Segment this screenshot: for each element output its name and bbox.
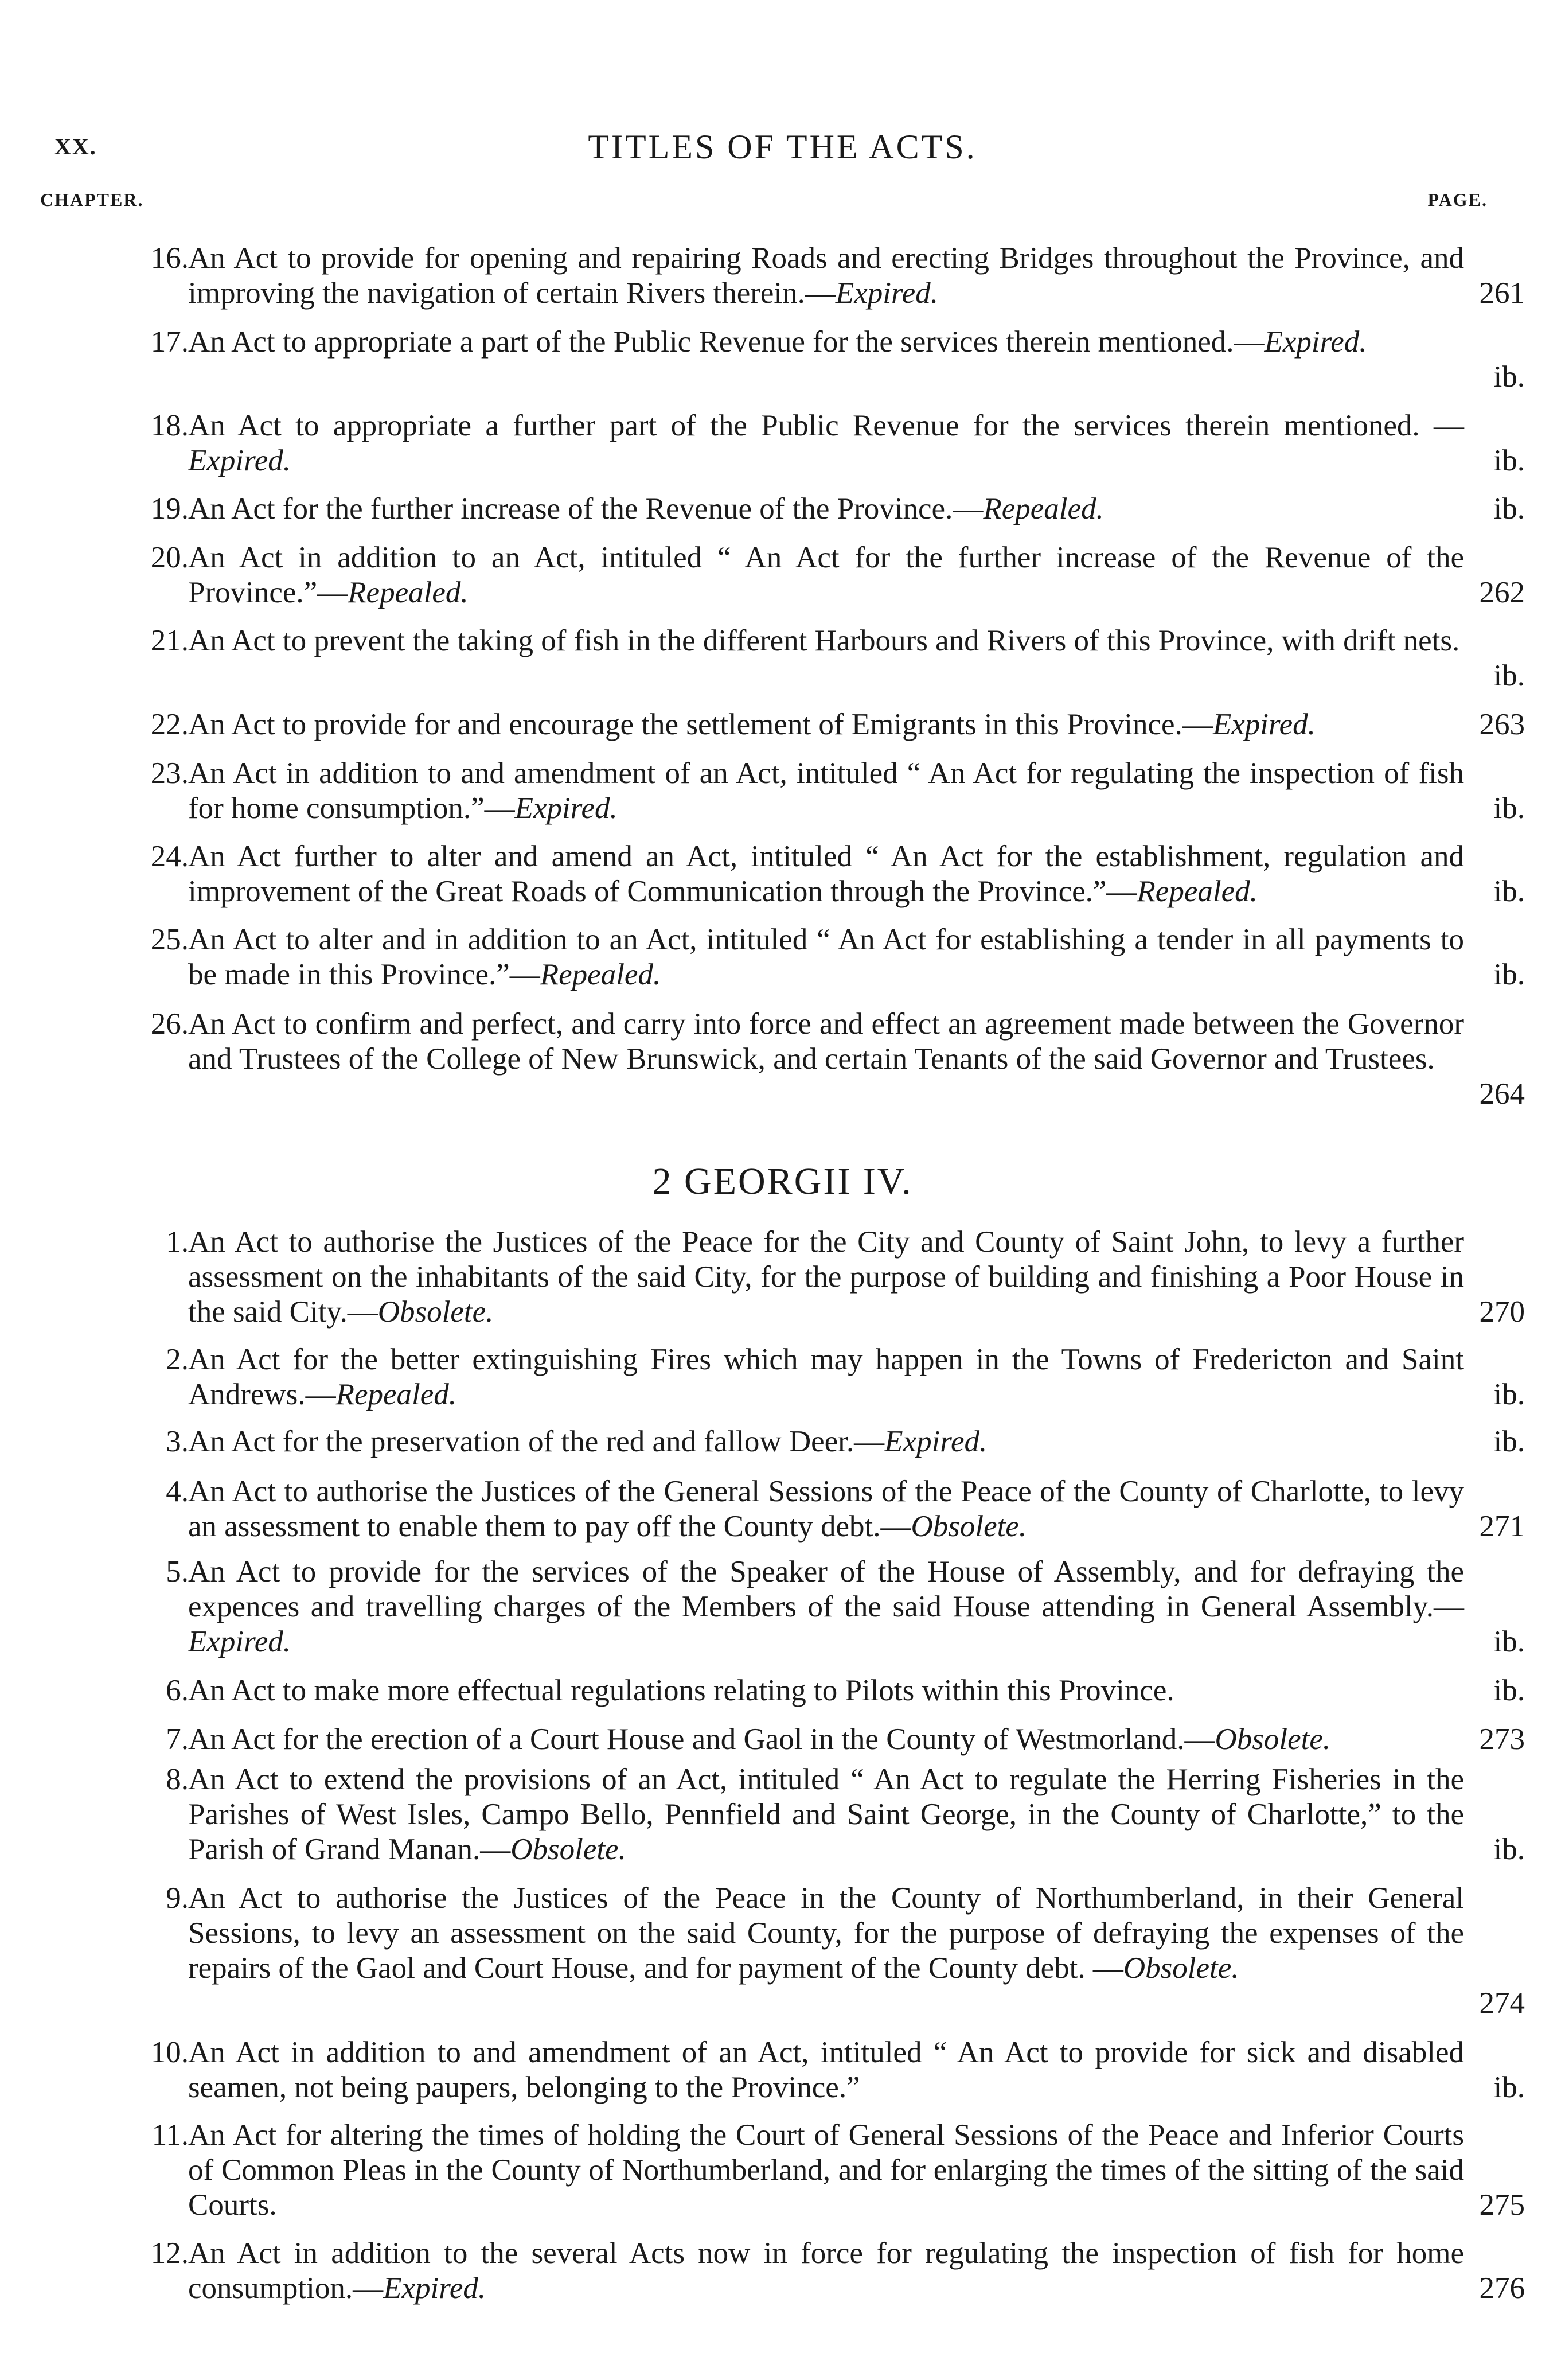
act-status: Expired. [188, 444, 291, 477]
page-reference: 262 [1479, 576, 1525, 609]
act-status: Repealed. [540, 958, 661, 991]
page-title: TITLES OF THE ACTS. [588, 128, 977, 166]
page-reference: ib. [1493, 444, 1525, 477]
chapter-number: 9. [166, 1882, 189, 1915]
act-status: Expired. [188, 1625, 291, 1658]
act-status: Obsolete. [1123, 1951, 1239, 1985]
page-reference: ib. [1493, 659, 1525, 692]
act-title: An Act to provide for the services of the Speaker of the House of Assembly, and for defraying the expences and travelling charges of the Members of the said House attending in General Assembly.—Expired. [188, 1555, 1464, 1658]
act-title: An Act to alter and in addition to an Act, intituled “ An Act for establishing a tender in all payments to be made in this Province.”—Repealed. [188, 923, 1464, 991]
page-reference: ib. [1493, 1378, 1525, 1411]
act-title: An Act in addition to the several Acts now in force for regulating the inspection of fish for home consumption.—Expired. [188, 2237, 1464, 2305]
page-reference: ib. [1493, 1425, 1525, 1458]
act-title: An Act in addition to and amendment of an Act, intituled “ An Act to provide for sick and disabled seamen, not being paupers, belonging to the Province.” [188, 2036, 1464, 2104]
page-reference: ib. [1493, 1674, 1525, 1707]
page-reference: ib. [1493, 360, 1525, 394]
page-reference: 261 [1479, 276, 1525, 310]
section-heading: 2 GEORGII IV. [652, 1160, 913, 1202]
act-title: An Act to extend the provisions of an Act, intituled “ An Act to regulate the Herring Fisheries in the Parishes of West Isles, Campo Bello, Pennfield and Saint George, in the County of Charlotte,” to the Parish of Grand Manan.—Obsolete. [188, 1763, 1464, 1866]
chapter-number: 5. [166, 1555, 189, 1588]
act-title: An Act to appropriate a further part of the Public Revenue for the services therein mentioned. —Expired. [188, 409, 1464, 477]
page-reference: 276 [1479, 2272, 1525, 2305]
act-title: An Act for the better extinguishing Fires which may happen in the Towns of Fredericton and Saint Andrews.—Repealed. [188, 1343, 1464, 1411]
act-status: Repealed. [1137, 875, 1258, 908]
act-title: An Act to prevent the taking of fish in the different Harbours and Rivers of this Province, with drift nets. [188, 624, 1460, 657]
page-reference: 275 [1479, 2188, 1525, 2222]
chapter-number: 25. [150, 923, 189, 956]
chapter-number: 6. [166, 1674, 189, 1707]
act-status: Expired. [1212, 708, 1316, 741]
page-reference: 264 [1479, 1077, 1525, 1111]
act-status: Obsolete. [1215, 1723, 1331, 1756]
chapter-number: 26. [150, 1007, 189, 1041]
act-title: An Act for altering the times of holding the Court of General Sessions of the Peace and Inferior Courts of Common Pleas in the County of Northumberland, and for enlarging the times of the sitting of the said Courts. [188, 2118, 1464, 2222]
act-status: Repealed. [983, 492, 1104, 525]
act-title: An Act to appropriate a part of the Public Revenue for the services therein mentioned.—Expired. [188, 325, 1367, 359]
page-reference: ib. [1493, 1833, 1525, 1866]
page-reference: ib. [1493, 792, 1525, 825]
act-title: An Act to confirm and perfect, and carry into force and effect an agreement made between the Governor and Trustees of the College of New Brunswick, and certain Tenants of the said Governor and Trustees. [188, 1007, 1464, 1076]
chapter-column-label: CHAPTER. [40, 189, 144, 210]
act-status: Repealed. [348, 576, 469, 609]
act-title: An Act to authorise the Justices of the Peace in the County of Northumberland, in their General Sessions, to levy an assessment on the said County, for the purpose of defraying the expenses of the repairs of the Gaol and Court House, and for payment of the County debt. —Obsolete. [188, 1882, 1464, 1985]
act-status: Expired. [1264, 325, 1367, 359]
chapter-number: 1. [166, 1225, 189, 1259]
chapter-number: 10. [150, 2036, 189, 2069]
chapter-number: 16. [150, 241, 189, 275]
act-status: Expired. [383, 2272, 486, 2305]
act-status: Expired. [514, 792, 618, 825]
chapter-number: 8. [166, 1763, 189, 1796]
chapter-number: 19. [150, 492, 189, 525]
act-status: Expired. [884, 1425, 988, 1458]
chapter-number: 22. [150, 708, 189, 741]
act-title: An Act to provide for and encourage the settlement of Emigrants in this Province.—Expired. [188, 708, 1316, 741]
act-title: An Act to make more effectual regulations relating to Pilots within this Province. [188, 1674, 1174, 1707]
page-reference: 274 [1479, 1986, 1525, 2020]
page-reference: 271 [1479, 1510, 1525, 1543]
act-title: An Act for the erection of a Court House and Gaol in the County of Westmorland.—Obsolete. [188, 1723, 1331, 1756]
act-title: An Act to authorise the Justices of the Peace for the City and County of Saint John, to levy a further assessment on the inhabitants of the said City, for the purpose of building and finishing a Poor House in the said City.—Obsolete. [188, 1225, 1464, 1329]
chapter-number: 4. [166, 1475, 189, 1508]
page-reference: 263 [1479, 708, 1525, 741]
page-reference: 273 [1479, 1723, 1525, 1756]
chapter-number: 3. [166, 1425, 189, 1458]
act-title: An Act for the further increase of the Revenue of the Province.—Repealed. [188, 492, 1104, 525]
chapter-number: 23. [150, 757, 189, 790]
page-reference: ib. [1493, 1625, 1525, 1658]
act-title: An Act further to alter and amend an Act, intituled “ An Act for the establishment, regulation and improvement of the Great Roads of Communication through the Province.”—Repealed. [188, 840, 1464, 908]
act-title: An Act to provide for opening and repairing Roads and erecting Bridges throughout the Province, and improving the navigation of certain Rivers therein.—Expired. [188, 241, 1464, 310]
act-status: Obsolete. [911, 1510, 1027, 1543]
chapter-number: 11. [151, 2118, 189, 2152]
chapter-number: 21. [150, 624, 189, 657]
chapter-number: 12. [150, 2237, 189, 2270]
chapter-number: 18. [150, 409, 189, 442]
act-title: An Act to authorise the Justices of the General Sessions of the Peace of the County of Charlotte, to levy an assessment to enable them to pay off the County debt.—Obsolete. [188, 1475, 1464, 1543]
act-status: Obsolete. [510, 1833, 626, 1866]
page-reference: ib. [1493, 958, 1525, 991]
page-reference: ib. [1493, 2071, 1525, 2104]
chapter-number: 2. [166, 1343, 189, 1376]
act-title: An Act for the preservation of the red and fallow Deer.—Expired. [188, 1425, 988, 1458]
page-reference: 270 [1479, 1295, 1525, 1329]
page-folio: XX. [54, 134, 97, 159]
chapter-number: 7. [166, 1723, 189, 1756]
page-reference: ib. [1493, 875, 1525, 908]
chapter-number: 20. [150, 541, 189, 574]
chapter-number: 24. [150, 840, 189, 873]
page-column-label: PAGE. [1427, 189, 1488, 210]
act-title: An Act in addition to an Act, intituled “ An Act for the further increase of the Revenue of the Province.”—Repealed. [188, 541, 1464, 609]
act-title: An Act in addition to and amendment of an Act, intituled “ An Act for regulating the inspection of fish for home consumption.”—Expired. [188, 757, 1464, 825]
act-status: Repealed. [335, 1378, 457, 1411]
act-status: Expired. [835, 276, 938, 310]
page-reference: ib. [1493, 492, 1525, 525]
chapter-number: 17. [150, 325, 189, 359]
act-status: Obsolete. [377, 1295, 494, 1329]
